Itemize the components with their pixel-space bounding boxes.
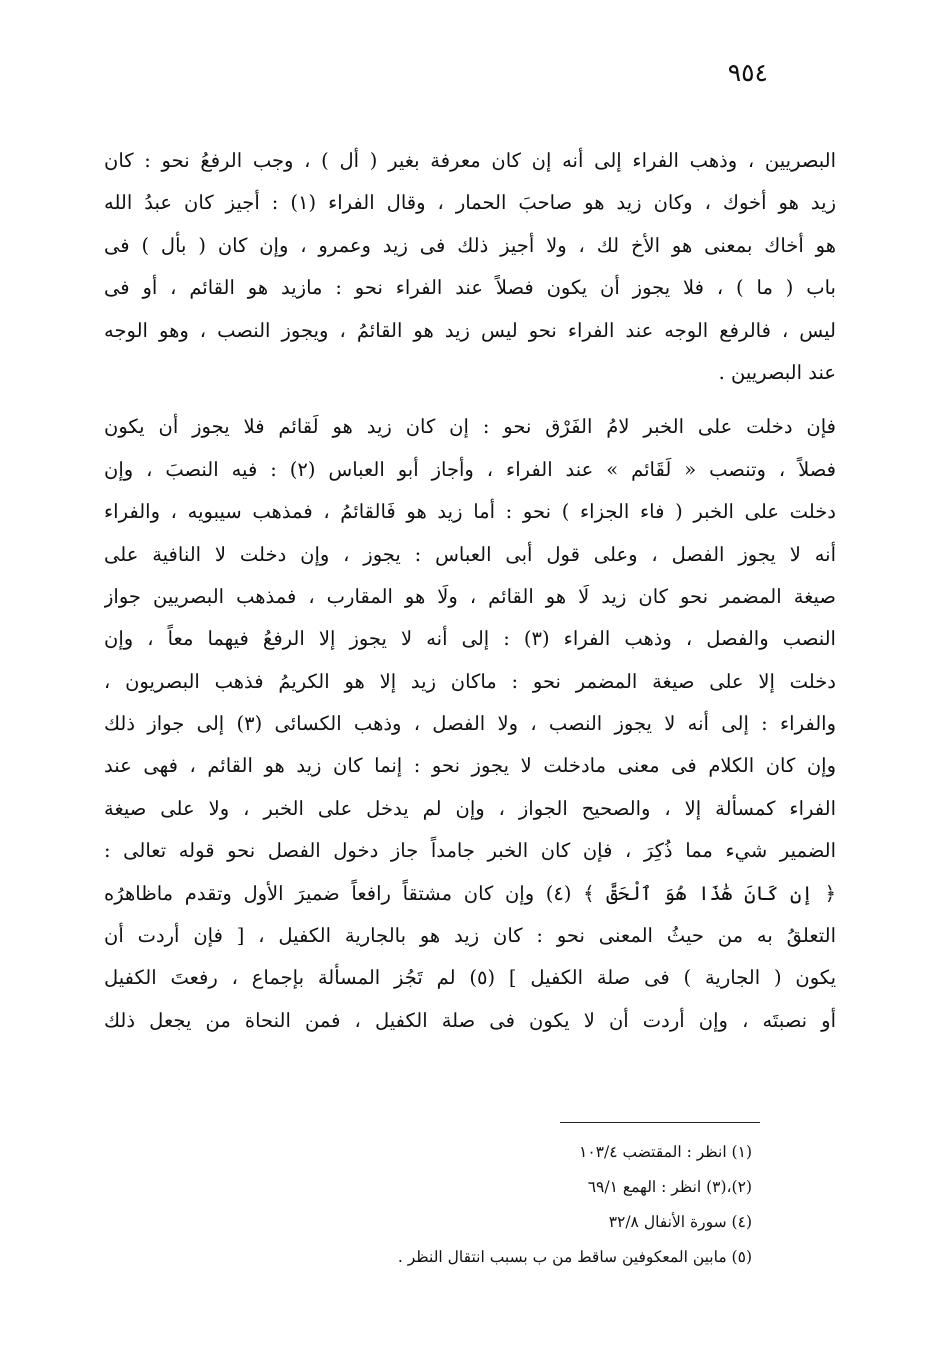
text-line: ليس ، فالرفع الوجه عند الفراء نحو ليس زيد هو القائمُ ، ويجوز النصب ، وهو الوجه	[104, 318, 836, 342]
text-line: هو أخاك بمعنى هو الأخ لك ، ولا أجيز ذلك فى زيد وعمرو ، وإن كان ( بأل ) فى	[104, 233, 836, 257]
footnotes	[192, 1135, 752, 1275]
paragraph-1	[104, 140, 836, 394]
text-line: فإن دخلت على الخبر لامُ الفَرْق نحو : إن كان زيد هو لَقائم فلا يجوز أن يكون	[104, 415, 836, 439]
footnote-2-3: (٢)،(٣) انظر : الهمع ٦٩/١	[587, 1178, 752, 1196]
text-line: زيد هو أخوك ، وكان زيد هو صاحبَ الحمار ، وقال الفراء (١) : أجيز كان عبدُ الله	[104, 191, 836, 215]
text-line: عند البصريين .	[718, 360, 836, 384]
text-line: يكون ( الجارية ) فى صلة الكفيل ] (٥) لم تَجُز المسألة بإجماع ، رفعتَ الكفيل	[104, 966, 836, 990]
text-line: دخلت إلا على صيغة المضمر نحو : ماكان زيد إلا هو الكريمُ فذهب البصريون ،	[104, 669, 836, 693]
text-line: ﴿ إن كَانَ هَٰذَا هُوَ ٱلْحَقَّ ﴾ (٤) وإن كان مشتقاً رافعاً ضميرَ الأول وتقدم ماظاهرُه	[104, 881, 836, 905]
text-line: البصريين ، وذهب الفراء إلى أنه إن كان معرفة بغير ( أل ) ، وجب الرفعُ نحو : كان	[104, 149, 836, 172]
footnote-1: (١) انظر : المقتضب ١٠٣/٤	[579, 1143, 752, 1161]
text-line: التعلقُ به من حيثُ المعنى نحو : كان زيد هو بالجارية الكفيل ، [ فإن أردت أن	[104, 924, 836, 948]
paragraph-2	[104, 406, 836, 1042]
text-line: الضمير شيء مما ذُكِرَ ، فإن كان الخبر جامداً جاز دخول الفصل نحو قوله تعالى :	[104, 839, 836, 863]
text-line: باب ( ما ) ، فلا يجوز أن يكون فصلاً عند الفراء نحو : مازيد هو القائم ، أو فى	[104, 276, 836, 300]
text-line: أو نصبتَه ، وإن أردت أن لا يكون فى صلة الكفيل ، فمن النحاة من يجعل ذلك	[104, 1008, 836, 1032]
text-line: دخلت على الخبر ( فاء الجزاء ) نحو : أما زيد هو فَالقائمُ ، فمذهب سيبويه ، والفراء	[104, 500, 836, 524]
footnote-separator	[560, 1122, 760, 1123]
footnote-5: (٥) مابين المعكوفين ساقط من ب بسبب انتقال النظر .	[397, 1248, 752, 1266]
text-line: صيغة المضمر نحو كان زيد لَا هو القائم ، ولَا هو المقارب ، فمذهب البصريين جواز	[104, 584, 836, 608]
main-text	[104, 140, 836, 1042]
text-line: الفراء كمسألة إلا ، والصحيح الجواز ، وإن لم يدخل على الخبر ، ولا على صيغة	[104, 796, 836, 820]
page-number: ٩٥٤	[727, 58, 768, 87]
text-line: والفراء : إلى أنه لا يجوز النصب ، ولا الفصل ، وذهب الكسائى (٣) إلى جواز ذلك	[104, 712, 836, 736]
text-line: أنه لا يجوز الفصل ، وعلى قول أبى العباس : يجوز ، وإن دخلت لا النافية على	[104, 542, 836, 566]
paragraph-gap	[104, 394, 836, 406]
text-line: فصلاً ، وتنصب « لَقَائم » عند الفراء ، وأجاز أبو العباس (٢) : فيه النصبَ ، وإن	[104, 457, 836, 481]
text-line: وإن كان الكلام فى معنى مادخلت لا يجوز نحو : إنما كان زيد هو القائم ، فهى عند	[104, 754, 836, 778]
text-line: النصب والفصل ، وذهب الفراء (٣) : إلى أنه لا يجوز إلا الرفعُ فيهما معاً ، وإن	[104, 627, 836, 651]
footnote-4: (٤) سورة الأنفال ٣٢/٨	[608, 1213, 752, 1231]
